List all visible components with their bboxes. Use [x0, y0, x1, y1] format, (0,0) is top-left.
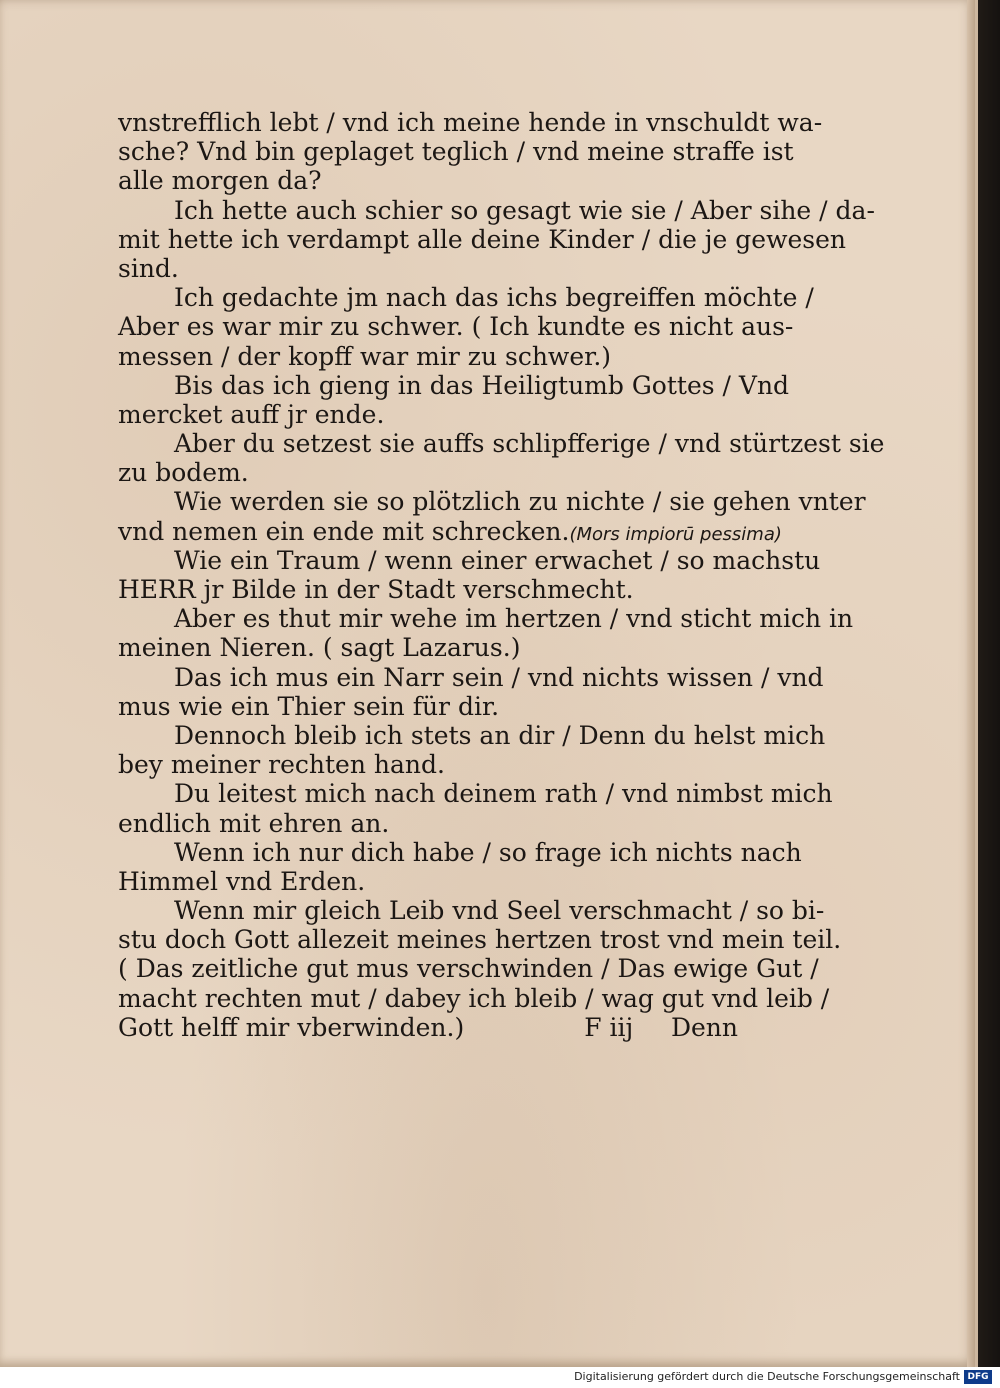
- text-line: mus wie ein Thier sein für dir.: [118, 691, 500, 721]
- page-text: [118, 108, 885, 1042]
- text-line: Wie ein Traum / wenn einer erwachet / so machstu: [174, 545, 821, 575]
- text-line: macht rechten mut / dabey ich bleib / wag gut vnd leib /: [118, 983, 830, 1013]
- text-line: Wie werden sie so plötzlich zu nichte / sie gehen vnter: [174, 487, 866, 517]
- text-line: zu bodem.: [118, 458, 249, 488]
- text-line: HERR jr Bilde in der Stadt verschmecht.: [118, 575, 634, 604]
- text-line: Bis das ich gieng in das Heiligtumb Gottes / Vnd: [174, 370, 790, 400]
- text-line: Du leitest mich nach deinem rath / vnd nimbst mich: [174, 779, 833, 809]
- text-line: Aber es war mir zu schwer. ( Ich kundte es nicht aus-: [118, 312, 794, 342]
- text-line: Wenn ich nur dich habe / so frage ich nichts nach: [174, 837, 802, 867]
- text-line: ( Das zeitliche gut mus verschwinden / Das ewige Gut /: [118, 954, 819, 984]
- text-line: Gott helff mir vberwinden.): [118, 1012, 465, 1042]
- text-line: Aber du setzest sie auffs schlipfferige / vnd stürtzest sie: [174, 429, 885, 459]
- marginal-gloss: (Mors impiorū pessima): [569, 523, 782, 545]
- text-line: alle morgen da?: [118, 166, 322, 196]
- page-edge: [967, 0, 975, 1367]
- text-line: messen / der kopff war mir zu schwer.): [118, 341, 612, 371]
- text-line: stu doch Gott allezeit meines hertzen trost vnd mein teil.: [118, 925, 842, 955]
- text-line: mit hette ich verdampt alle deine Kinder / die je gewesen: [118, 224, 847, 254]
- signature-mark: F iij: [584, 1012, 634, 1042]
- text-line: sind.: [118, 253, 179, 283]
- catchword: Denn: [670, 1012, 738, 1042]
- text-line: Ich gedachte jm nach das ichs begreiffen möchte /: [174, 283, 814, 313]
- text-line: Himmel vnd Erden.: [118, 866, 366, 896]
- text-line: Ich hette auch schier so gesagt wie sie / Aber sihe / da-: [174, 195, 875, 225]
- text-line: sche? Vnd bin geplaget teglich / vnd meine straffe ist: [118, 137, 794, 167]
- text-line-with-gloss: [118, 516, 782, 546]
- text-line: Das ich mus ein Narr sein / vnd nichts wissen / vnd: [174, 662, 824, 692]
- text-line: Aber es thut mir wehe im hertzen / vnd sticht mich in: [174, 604, 854, 634]
- text-line: mercket auff jr ende.: [118, 399, 385, 429]
- text-line: vnstrefflich lebt / vnd ich meine hende in vnschuldt wa-: [118, 108, 823, 137]
- text-line: endlich mit ehren an.: [118, 808, 390, 838]
- text-line: bey meiner rechten hand.: [118, 750, 445, 780]
- text-line: meinen Nieren. ( sagt Lazarus.): [118, 633, 521, 663]
- footer-bar: [0, 1367, 1000, 1388]
- dfg-logo: DFG: [964, 1370, 992, 1384]
- text-line: Wenn mir gleich Leib vnd Seel verschmacht / so bi-: [174, 896, 825, 926]
- text-line: vnd nemen ein ende mit schrecken.: [118, 516, 570, 546]
- funding-credit: Digitalisierung gefördert durch die Deutsche Forschungsgemeinschaft: [574, 1370, 960, 1383]
- last-line: [118, 1013, 738, 1042]
- text-line: Dennoch bleib ich stets an dir / Denn du helst mich: [174, 720, 826, 750]
